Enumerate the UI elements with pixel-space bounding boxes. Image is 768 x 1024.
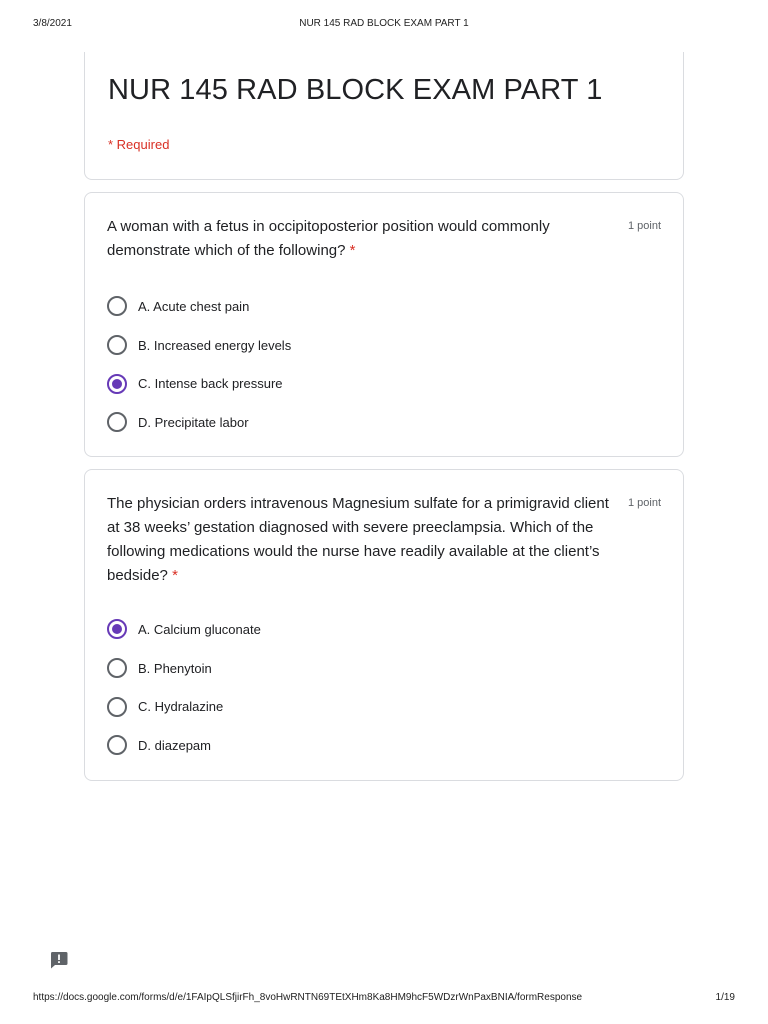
option-label: C. Hydralazine (138, 699, 224, 715)
option-label: B. Increased energy levels (138, 337, 292, 353)
radio-button-selected[interactable] (107, 619, 127, 639)
question-text (107, 215, 612, 263)
option-label: D. diazepam (138, 737, 211, 753)
option-label: C. Intense back pressure (138, 376, 283, 392)
print-title: NUR 145 RAD BLOCK EXAM PART 1 (299, 18, 469, 29)
radio-button-selected[interactable] (107, 374, 127, 394)
print-header (0, 18, 768, 32)
required-asterisk: * (172, 567, 178, 584)
required-asterisk: * (349, 242, 356, 259)
radio-option[interactable] (107, 687, 261, 726)
radio-group (107, 610, 261, 765)
question-points: 1 point (627, 497, 661, 509)
radio-option[interactable] (107, 287, 291, 326)
radio-button[interactable] (107, 335, 127, 355)
form-title: NUR 145 RAD BLOCK EXAM PART 1 (108, 74, 603, 106)
question-prompt: A woman with a fetus in occipitoposterior position would commonly demonstrate which of the following? (107, 218, 550, 259)
print-footer (0, 992, 768, 1006)
report-feedback-icon[interactable] (49, 950, 69, 970)
radio-button[interactable] (107, 296, 127, 316)
print-date: 3/8/2021 (33, 18, 72, 29)
option-label: A. Calcium gluconate (138, 621, 261, 637)
question-points: 1 point (627, 220, 661, 232)
option-label: A. Acute chest pain (138, 298, 250, 314)
form-header-card (84, 52, 684, 180)
radio-button[interactable] (107, 412, 127, 432)
radio-option[interactable] (107, 649, 261, 688)
radio-group (107, 287, 291, 442)
option-label: D. Precipitate labor (138, 414, 249, 430)
radio-option[interactable] (107, 610, 261, 649)
question-card (84, 192, 684, 457)
question-card (84, 469, 684, 781)
question-prompt: The physician orders intravenous Magnesium sulfate for a primigravid client at 38 weeks’ gestation diagnosed with severe preeclampsia. Which of the following medications would the nurse have readily available at the client’s bedside? (107, 495, 609, 584)
radio-option[interactable] (107, 726, 261, 765)
print-url: https://docs.google.com/forms/d/e/1FAIpQLSfjirFh_8voHwRNTN69TEtXHm8Ka8HM9hcF5WDzrWnPaxBNIA/formResponse (33, 992, 583, 1003)
option-label: B. Phenytoin (138, 660, 212, 676)
radio-button[interactable] (107, 735, 127, 755)
radio-button[interactable] (107, 697, 127, 717)
question-text (107, 492, 612, 588)
radio-option[interactable] (107, 403, 291, 442)
required-note: * Required (108, 137, 170, 152)
radio-option[interactable] (107, 364, 291, 403)
radio-button[interactable] (107, 658, 127, 678)
radio-option[interactable] (107, 326, 291, 365)
print-page-number: 1/19 (715, 992, 735, 1003)
